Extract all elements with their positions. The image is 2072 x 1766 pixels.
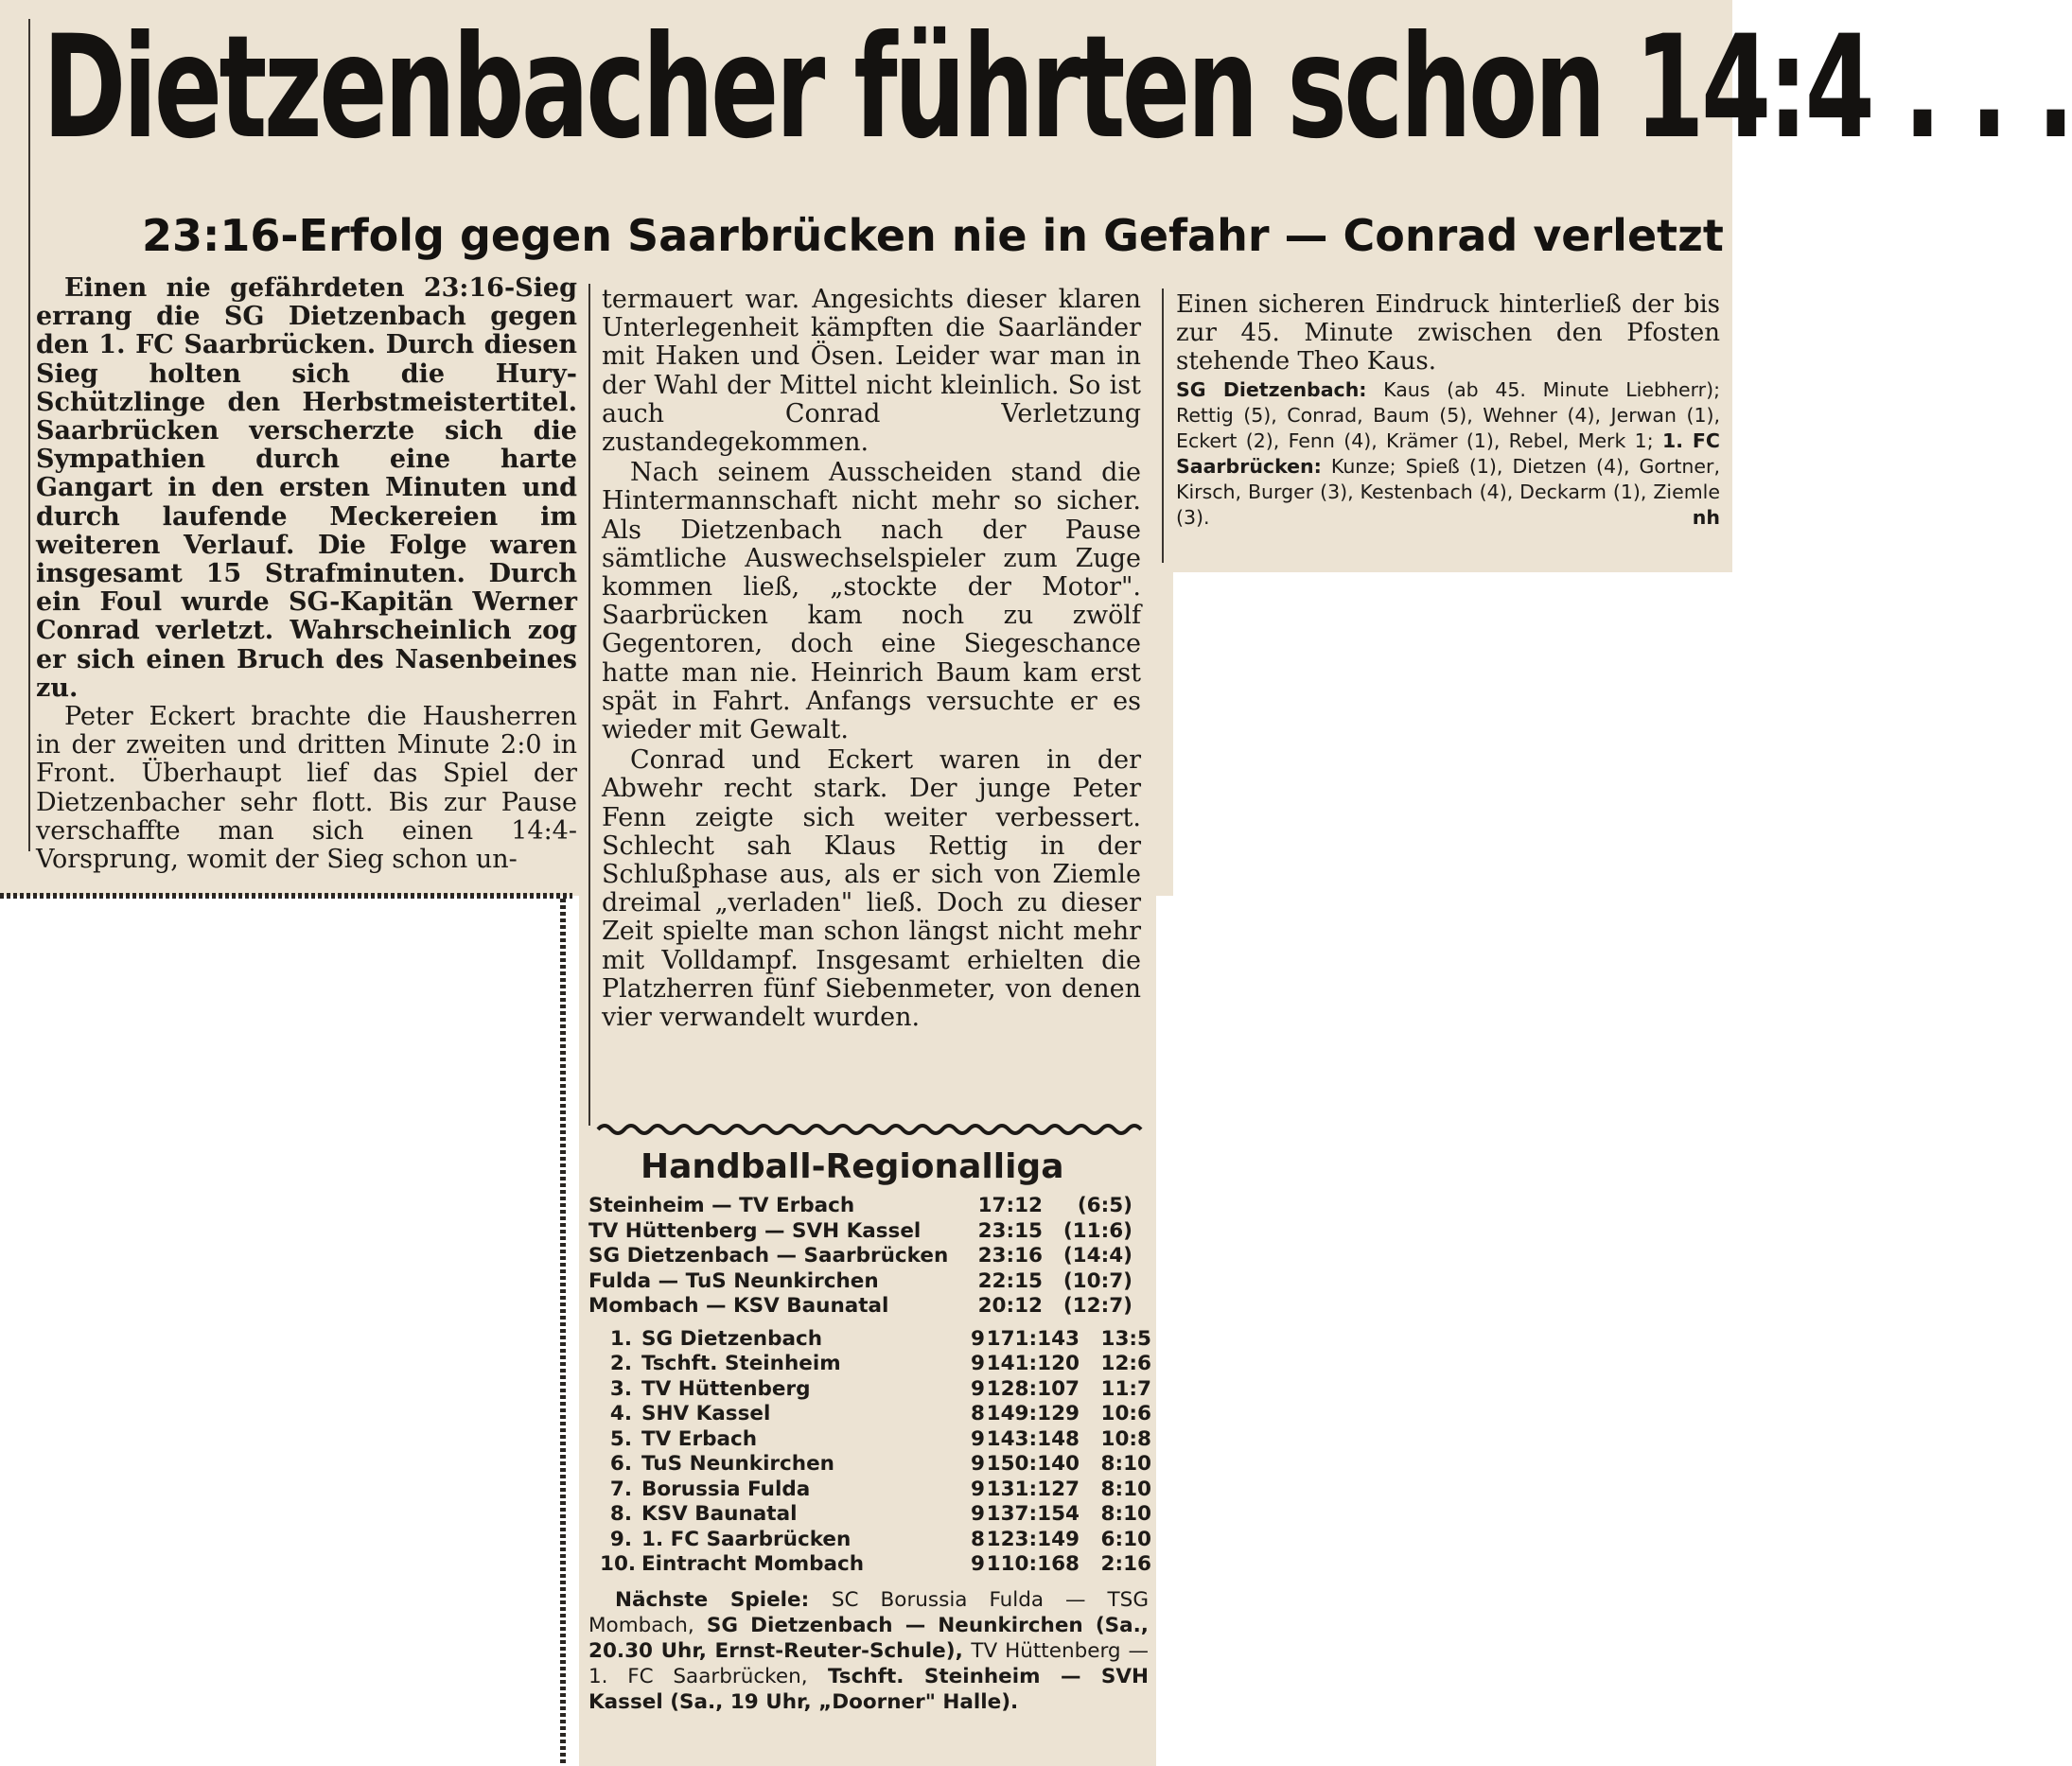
next-games [588, 1587, 1156, 1715]
table-row [588, 1552, 1156, 1578]
paragraph: Nach seinem Ausscheiden stand die Hintermannschaft nicht mehr so sicher. Als Dietzenbach nach der Pause sämtliche Auswechselspieler zum Zuge kommen ließ, „stockte der Motor". Saarbrücken kam noch zu zwölf Gegentoren, doch eine Siegeschance hatte man nie. Heinrich Baum kam erst spät in Fahrt. Anfangs versuchte er es wieder mit Gewalt. [602, 458, 1141, 745]
paragraph: Conrad und Eckert waren in der Abwehr recht stark. Der junge Peter Fenn zeigte sich weiter verbessert. Schlecht sah Klaus Rettig in der Schlußphase aus, als er sich von Ziemle dreimal „verladen" ließ. Doch zu dieser Zeit spielte man schon längst nicht mehr mit Volldampf. Insgesamt erhielten die Platzherren fünf Siebenmeter, von denen vier verwandelt wurden. [602, 745, 1141, 1033]
next-game: SC Borussia Fulda — TSG Mombach, [588, 1587, 1149, 1637]
cut-line-vertical [560, 899, 566, 1766]
table-row [588, 1402, 1156, 1427]
match-score: 23:15 [977, 1218, 1043, 1243]
rank: 5. [609, 1426, 632, 1451]
paragraph: Einen sicheren Eindruck hinterließ der bis zur 45. Minute zwischen den Pfosten stehende Theo Kaus. [1176, 290, 1720, 376]
games-played: 9 [971, 1502, 985, 1526]
team-name: KSV Baunatal [641, 1502, 798, 1526]
clipping-cutout-area [1173, 572, 1732, 896]
article-column-1 [36, 274, 577, 874]
team-name: SHV Kassel [641, 1402, 771, 1425]
rank: 10. [600, 1552, 637, 1576]
match-teams: Fulda — TuS Neunkirchen [588, 1268, 879, 1293]
team-name: SG Dietzenbach [641, 1326, 823, 1351]
rank: 1. [609, 1326, 632, 1351]
rank: 4. [609, 1402, 632, 1425]
subheadline: 23:16-Erfolg gegen Saarbrücken nie in Gefahr — Conrad verletzt [142, 210, 1724, 261]
goal-ratio: 123:149 [986, 1527, 1080, 1551]
table-row [588, 1377, 1156, 1403]
team-name: Eintracht Mombach [641, 1552, 865, 1576]
author-initials: nh [1692, 506, 1720, 529]
next-games-label: Nächste Spiele: [615, 1587, 810, 1612]
rank: 9. [609, 1527, 632, 1551]
games-played: 8 [971, 1527, 985, 1551]
match-row [588, 1294, 1156, 1320]
team-name: Borussia Fulda [641, 1477, 811, 1501]
points: 6:10 [1100, 1527, 1151, 1551]
table-row [588, 1427, 1156, 1453]
table-row [588, 1327, 1156, 1353]
match-halftime: (12:7) [1062, 1294, 1133, 1318]
games-played: 9 [971, 1452, 985, 1476]
match-teams: Steinheim — TV Erbach [588, 1194, 855, 1217]
match-score: 17:12 [977, 1194, 1043, 1217]
team-name: TuS Neunkirchen [641, 1452, 834, 1476]
rank: 8. [609, 1502, 632, 1526]
match-halftime: (14:4) [1062, 1244, 1133, 1268]
team-name: Tschft. Steinheim [641, 1352, 841, 1375]
points: 8:10 [1100, 1502, 1151, 1526]
points: 12:6 [1100, 1352, 1151, 1375]
match-halftime: (11:6) [1062, 1218, 1133, 1243]
table-row [588, 1502, 1156, 1528]
table-row [588, 1352, 1156, 1377]
games-played: 8 [971, 1402, 985, 1425]
match-results [588, 1194, 1156, 1320]
paragraph: Peter Eckert brachte die Hausherren in der zweiten und dritten Minute 2:0 in Front. Überhaupt lief das Spiel der Dietzenbacher sehr flott. Bis zur Pause verschaffte man sich einen 14:4-Vorsprung, womit der Sieg schon un- [36, 702, 577, 875]
match-teams: Mombach — KSV Baunatal [588, 1294, 889, 1318]
team-name: TV Erbach [641, 1426, 758, 1451]
match-row [588, 1269, 1156, 1295]
match-teams: TV Hüttenberg — SVH Kassel [588, 1218, 922, 1243]
match-score: 20:12 [977, 1294, 1043, 1318]
games-played: 9 [971, 1426, 985, 1451]
rank: 3. [609, 1376, 632, 1401]
games-played: 9 [971, 1552, 985, 1576]
games-played: 9 [971, 1376, 985, 1401]
games-played: 9 [971, 1326, 985, 1351]
points: 11:7 [1100, 1376, 1151, 1401]
league-table [588, 1327, 1156, 1578]
goal-ratio: 141:120 [986, 1352, 1080, 1375]
column-rule-2 [1162, 289, 1164, 563]
cut-line-horizontal [0, 893, 572, 899]
points: 10:8 [1100, 1426, 1151, 1451]
next-game: SG Dietzenbach — Neunkirchen (Sa., 20.30 Uhr, Ernst-Reuter-Schule), [588, 1613, 1149, 1663]
goal-ratio: 131:127 [986, 1477, 1080, 1501]
points: 2:16 [1100, 1552, 1151, 1576]
team-name: TV Hüttenberg [641, 1376, 811, 1401]
points: 8:10 [1100, 1477, 1151, 1501]
team-name: 1. FC Saarbrücken [641, 1527, 852, 1551]
rank: 2. [609, 1352, 632, 1375]
article-column-2 [602, 286, 1141, 1032]
wavy-divider [598, 1122, 1142, 1137]
games-played: 9 [971, 1352, 985, 1375]
rank: 6. [609, 1452, 632, 1476]
points: 10:6 [1100, 1402, 1151, 1425]
headline: Dietzenbacher führten schon 14:4 . . . [43, 6, 2072, 170]
results-box [588, 1146, 1156, 1715]
match-score: 22:15 [977, 1268, 1043, 1293]
table-row [588, 1452, 1156, 1477]
goal-ratio: 137:154 [986, 1502, 1080, 1526]
goal-ratio: 171:143 [986, 1326, 1080, 1351]
results-title: Handball-Regionalliga [641, 1147, 1064, 1186]
team-label: SG Dietzenbach: [1176, 378, 1367, 401]
paragraph: Einen nie gefährdeten 23:16-Sieg errang die SG Dietzenbach gegen den 1. FC Saarbrücken. Durch diesen Sieg holten sich die Hury-Schützlinge den Herbstmeistertitel. Saarbrücken verscherzte sich die Sympathien durch eine harte Gangart in den ersten Minuten und durch laufende Meckereien im weiteren Verlauf. Die Folge waren insgesamt 15 Strafminuten. Durch ein Foul wurde SG-Kapitän Werner Conrad verletzt. Wahrscheinlich zog er sich einen Bruch des Nasenbeines zu. [36, 273, 577, 703]
match-row [588, 1194, 1156, 1219]
article-column-3 [1176, 290, 1720, 531]
points: 13:5 [1100, 1326, 1151, 1351]
match-halftime: (10:7) [1062, 1268, 1133, 1293]
left-column-rule [28, 19, 30, 851]
match-row [588, 1244, 1156, 1269]
paragraph: termauert war. Angesichts dieser klaren Unterlegenheit kämpften die Saarländer mit Haken und Ösen. Leider war man in der Wahl der Mittel nicht kleinlich. So ist auch Conrad Verletzung zustandegekommen. [602, 285, 1141, 458]
games-played: 9 [971, 1477, 985, 1501]
team-players: Kaus (ab 45. Minute Liebherr); Rettig (5), Conrad, Baum (5), Wehner (4), Jerwan (1), Eckert (2), Fenn (4), Krämer (1), Rebel, Merk 1; [1176, 378, 1721, 452]
goal-ratio: 150:140 [986, 1452, 1080, 1476]
goal-ratio: 110:168 [986, 1552, 1080, 1576]
match-teams: SG Dietzenbach — Saarbrücken [588, 1244, 949, 1268]
match-row [588, 1219, 1156, 1245]
next-game: Tschft. Steinheim — SVH Kassel (Sa., 19 Uhr, „Doorner" Halle). [588, 1664, 1149, 1714]
match-halftime: (6:5) [1077, 1194, 1133, 1217]
rank: 7. [609, 1477, 632, 1501]
goal-ratio: 149:129 [986, 1402, 1080, 1425]
next-game: TV Hüttenberg — 1. FC Saarbrücken, [588, 1638, 1149, 1688]
goal-ratio: 128:107 [986, 1376, 1080, 1401]
team-label: 1. FC Saarbrücken: [1176, 429, 1720, 478]
goal-ratio: 143:148 [986, 1426, 1080, 1451]
table-row [588, 1528, 1156, 1553]
column-rule-1 [588, 284, 590, 1126]
team-players: Kunze; Spieß (1), Dietzen (4), Gortner, Kirsch, Burger (3), Kestenbach (4), Deckarm (1), Ziemle (3). [1176, 455, 1720, 529]
table-row [588, 1477, 1156, 1503]
team-lineups [1176, 377, 1720, 531]
points: 8:10 [1100, 1452, 1151, 1476]
match-score: 23:16 [977, 1244, 1043, 1268]
